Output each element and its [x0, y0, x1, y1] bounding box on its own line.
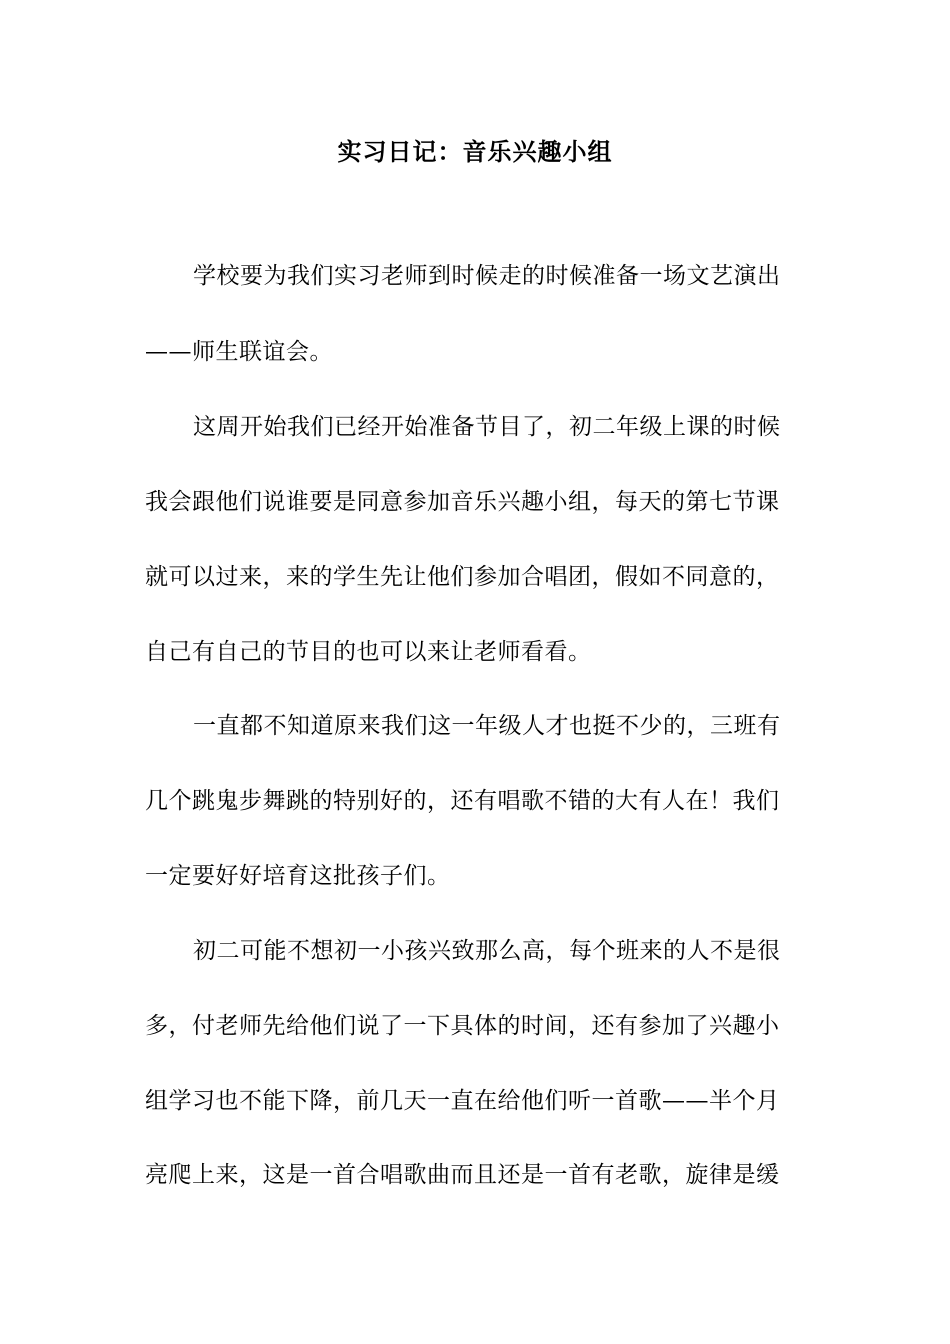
paragraph-1-line-2: ——师生联谊会。	[145, 339, 333, 365]
paragraph-2-line-4: 自己有自己的节目的也可以来让老师看看。	[145, 639, 592, 665]
paragraph-2-line-2: 我会跟他们说谁要是同意参加音乐兴趣小组，每天的第七节课	[145, 489, 780, 515]
paragraph-4-line-4: 亮爬上来，这是一首合唱歌曲而且还是一首有老歌，旋律是缓	[145, 1162, 780, 1188]
paragraph-3-line-3: 一定要好好培育这批孩子们。	[145, 863, 451, 889]
paragraph-3-line-1: 一直都不知道原来我们这一年级人才也挺不少的，三班有	[193, 713, 781, 739]
paragraph-4-line-2: 多，付老师先给他们说了一下具体的时间，还有参加了兴趣小	[145, 1013, 780, 1039]
document-title: 实习日记：音乐兴趣小组	[337, 137, 613, 166]
paragraph-2-line-1: 这周开始我们已经开始准备节目了，初二年级上课的时候	[193, 414, 781, 440]
paragraph-1-line-1: 学校要为我们实习老师到时候走的时候准备一场文艺演出	[193, 263, 781, 289]
paragraph-4-line-1: 初二可能不想初一小孩兴致那么高，每个班来的人不是很	[193, 938, 781, 964]
paragraph-3-line-2: 几个跳鬼步舞跳的特别好的，还有唱歌不错的大有人在！我们	[145, 788, 780, 814]
paragraph-4-line-3: 组学习也不能下降，前几天一直在给他们听一首歌——半个月	[145, 1088, 780, 1114]
paragraph-2-line-3: 就可以过来，来的学生先让他们参加合唱团，假如不同意的，	[145, 564, 780, 590]
